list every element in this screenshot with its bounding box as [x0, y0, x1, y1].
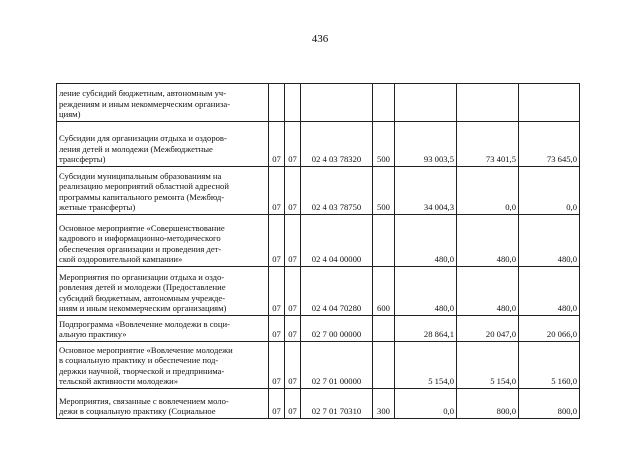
subsection-code-cell: 07: [285, 316, 301, 342]
target-article-cell: 02 4 03 78750: [301, 167, 373, 215]
expense-type-cell: 300: [373, 389, 395, 419]
amount-year1-cell: 28 864,1: [395, 316, 457, 342]
table-row: [57, 122, 580, 167]
section-code-cell: 07: [269, 122, 285, 167]
description-line: ления детей и молодежи (Межбюджетные: [59, 143, 213, 154]
subsection-code-cell: 07: [285, 342, 301, 389]
description-line: Субсидии муниципальным образованиям на: [59, 170, 222, 181]
target-article-cell: 02 7 00 00000: [301, 316, 373, 342]
amount-year2-cell: 0,0: [457, 167, 519, 215]
amount-year2-cell: 480,0: [457, 215, 519, 267]
description-line: дежи в социальную практику (Социальное: [59, 406, 216, 417]
subsection-code-cell: [285, 84, 301, 122]
amount-year2-cell: 480,0: [457, 267, 519, 316]
expense-type-cell: [373, 84, 395, 122]
description-cell: [57, 167, 269, 215]
expense-type-cell: [373, 316, 395, 342]
description-line: Субсидии для организации отдыха и оздоров-: [59, 133, 227, 144]
subsection-code-cell: 07: [285, 215, 301, 267]
amount-year2-cell: 5 154,0: [457, 342, 519, 389]
description-line: ниям и иным некоммерческим организациям): [59, 303, 227, 314]
description-line: держки научной, творческой и предпринима-: [59, 365, 225, 376]
description-line: тельской активности молодежи»: [59, 376, 179, 387]
amount-year1-cell: 93 003,5: [395, 122, 457, 167]
amount-year3-cell: 480,0: [519, 215, 580, 267]
amount-year2-cell: 20 047,0: [457, 316, 519, 342]
amount-year3-cell: 73 645,0: [519, 122, 580, 167]
description-line: реализацию мероприятий областной адресной: [59, 181, 229, 192]
expense-type-cell: 500: [373, 167, 395, 215]
table-row: [57, 167, 580, 215]
subsection-code-cell: 07: [285, 122, 301, 167]
amount-year3-cell: 20 066,0: [519, 316, 580, 342]
amount-year1-cell: 480,0: [395, 215, 457, 267]
amount-year3-cell: 5 160,0: [519, 342, 580, 389]
description-line: реждениям и иным некоммерческим организа-: [59, 98, 231, 109]
amount-year3-cell: 0,0: [519, 167, 580, 215]
section-code-cell: 07: [269, 167, 285, 215]
description-line: Основное мероприятие «Совершенствование: [59, 222, 225, 233]
description-cell: [57, 215, 269, 267]
target-article-cell: 02 4 03 78320: [301, 122, 373, 167]
description-line: обеспечения организации и проведения дет-: [59, 243, 222, 254]
description-cell: [57, 122, 269, 167]
amount-year1-cell: 34 004,3: [395, 167, 457, 215]
subsection-code-cell: 07: [285, 167, 301, 215]
description-cell: [57, 84, 269, 122]
amount-year3-cell: 800,0: [519, 389, 580, 419]
section-code-cell: 07: [269, 342, 285, 389]
description-line: Мероприятия, связанные с вовлечением моло-: [59, 395, 229, 406]
expense-type-cell: 600: [373, 267, 395, 316]
table-row: [57, 342, 580, 389]
section-code-cell: [269, 84, 285, 122]
description-line: субсидий бюджетным, автономным учрежде-: [59, 292, 226, 303]
expense-type-cell: [373, 215, 395, 267]
amount-year3-cell: [519, 84, 580, 122]
expense-type-cell: 500: [373, 122, 395, 167]
target-article-cell: 02 4 04 00000: [301, 215, 373, 267]
table-row: [57, 389, 580, 419]
amount-year3-cell: 480,0: [519, 267, 580, 316]
description-line: ской оздоровительной кампании»: [59, 254, 183, 265]
description-cell: [57, 316, 269, 342]
description-line: ление субсидий бюджетным, автономным уч-: [59, 88, 227, 99]
target-article-cell: 02 4 04 70280: [301, 267, 373, 316]
table-row: [57, 84, 580, 122]
section-code-cell: 07: [269, 267, 285, 316]
description-line: Мероприятия по организации отдыха и оздо-: [59, 271, 225, 282]
description-line: ровления детей и молодежи (Предоставление: [59, 282, 226, 293]
expense-type-cell: [373, 342, 395, 389]
amount-year2-cell: 73 401,5: [457, 122, 519, 167]
section-code-cell: 07: [269, 316, 285, 342]
table-row: [57, 316, 580, 342]
description-line: Основное мероприятие «Вовлечение молодежи: [59, 344, 233, 355]
amount-year2-cell: [457, 84, 519, 122]
description-line: жетные трансферты): [59, 202, 136, 213]
description-line: Подпрограмма «Вовлечение молодежи в соци-: [59, 318, 230, 329]
amount-year1-cell: 5 154,0: [395, 342, 457, 389]
description-line: альную практику»: [59, 329, 127, 340]
subsection-code-cell: 07: [285, 389, 301, 419]
target-article-cell: 02 7 01 70310: [301, 389, 373, 419]
description-cell: [57, 267, 269, 316]
budget-table: [56, 83, 580, 419]
description-line: в социальную практику и обеспечение под-: [59, 355, 219, 366]
description-line: кадрового и информационно-методического: [59, 233, 221, 244]
section-code-cell: 07: [269, 389, 285, 419]
description-cell: [57, 342, 269, 389]
page-number: 436: [311, 33, 329, 45]
description-cell: [57, 389, 269, 419]
amount-year1-cell: [395, 84, 457, 122]
section-code-cell: 07: [269, 215, 285, 267]
description-line: трансферты): [59, 154, 106, 165]
target-article-cell: [301, 84, 373, 122]
subsection-code-cell: 07: [285, 267, 301, 316]
amount-year2-cell: 800,0: [457, 389, 519, 419]
table-row: [57, 267, 580, 316]
amount-year1-cell: 480,0: [395, 267, 457, 316]
target-article-cell: 02 7 01 00000: [301, 342, 373, 389]
description-line: программы капитального ремонта (Межбюд-: [59, 191, 225, 202]
amount-year1-cell: 0,0: [395, 389, 457, 419]
table-row: [57, 215, 580, 267]
description-line: циям): [59, 109, 81, 120]
